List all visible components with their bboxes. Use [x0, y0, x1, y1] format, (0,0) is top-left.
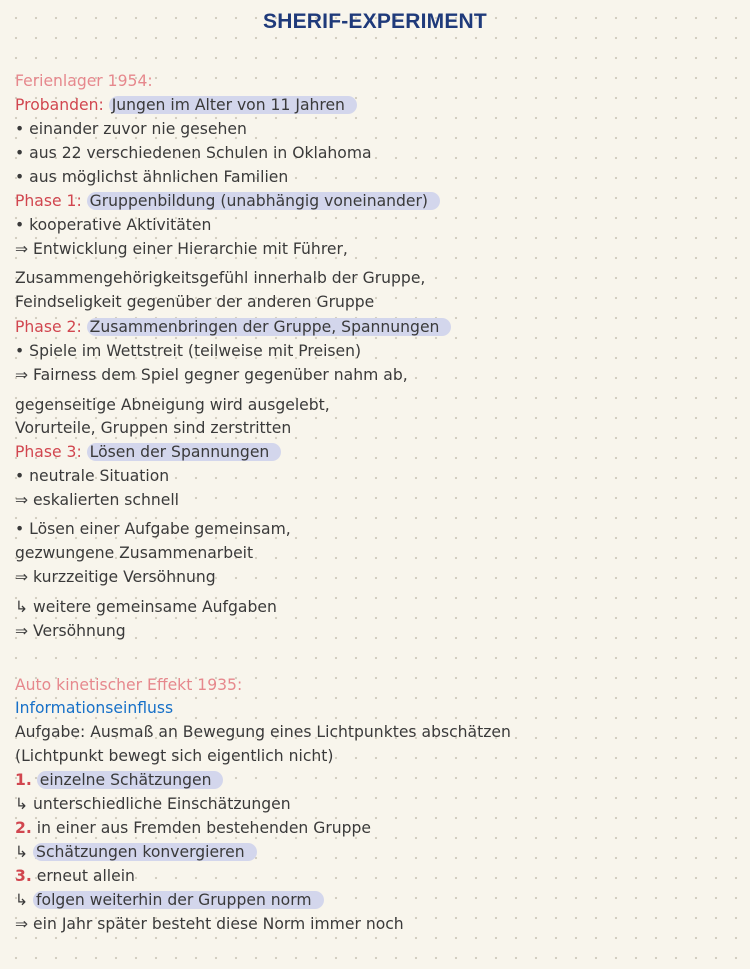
- bullet-item: • aus möglichst ähnlichen Familien: [15, 168, 289, 186]
- sub-arrow-icon: ↳: [15, 795, 29, 813]
- bullet-item: • neutrale Situation: [15, 467, 170, 485]
- probanden-label: Probanden:: [15, 96, 104, 114]
- sub-arrow-icon: ↳: [15, 843, 29, 861]
- bullet-icon: •: [15, 216, 25, 234]
- phase2-text: Zusammenbringen der Gruppe, Spannungen: [87, 318, 452, 336]
- section-heading-ferienlager: Ferienlager 1954:: [15, 72, 153, 90]
- bullet-item: • Spiele im Wettstreit (teilweise mit Preisen): [15, 342, 362, 360]
- step-text: einzelne Schätzungen: [37, 771, 224, 789]
- phase3-line: [15, 442, 281, 462]
- result-line: ⇒ kurzzeitige Versöhnung: [15, 568, 216, 586]
- phase2-line: [15, 317, 451, 337]
- subheading-informationseinfluss: Informationseinfluss: [15, 699, 174, 717]
- step-sub: ↳ unterschiedliche Einschätzungen: [15, 795, 291, 813]
- sub-arrow-icon: ↳: [15, 891, 29, 909]
- text-line: Feindseligkeit gegenüber der anderen Gruppe: [15, 293, 375, 311]
- phase2-label: Phase 2:: [15, 318, 82, 336]
- probanden-line: [15, 95, 357, 115]
- conclusion-line: ⇒ ein Jahr später besteht diese Norm immer noch: [15, 915, 404, 933]
- arrow-icon: ⇒: [15, 568, 29, 586]
- bullet-icon: •: [15, 120, 25, 138]
- bullet-item: • aus 22 verschiedenen Schulen in Oklahoma: [15, 144, 372, 162]
- section-heading-autokinetisch: Auto kinetischer Effekt 1935:: [15, 676, 243, 694]
- step-number: 3.: [15, 867, 32, 885]
- result-line: ⇒ Entwicklung einer Hierarchie mit Führer,: [15, 240, 348, 258]
- arrow-icon: ⇒: [15, 915, 29, 933]
- step-sub: ↳ Schätzungen konvergieren: [15, 842, 257, 862]
- result-line: ⇒ Fairness dem Spiel gegner gegenüber nahm ab,: [15, 366, 408, 384]
- sub-arrow-icon: ↳: [15, 598, 29, 616]
- bullet-icon: •: [15, 342, 25, 360]
- text-line: Zusammengehörigkeitsgefühl innerhalb der Gruppe,: [15, 269, 426, 287]
- step-item: [15, 770, 223, 790]
- bullet-icon: •: [15, 467, 25, 485]
- phase1-line: [15, 191, 440, 211]
- arrow-icon: ⇒: [15, 366, 29, 384]
- arrow-icon: ⇒: [15, 240, 29, 258]
- page-title: SHERIF-EXPERIMENT: [263, 10, 487, 33]
- step-text: in einer aus Fremden bestehenden Gruppe: [36, 819, 372, 837]
- phase1-label: Phase 1:: [15, 192, 82, 210]
- bullet-item: • kooperative Aktivitäten: [15, 216, 212, 234]
- bullet-icon: •: [15, 144, 25, 162]
- step-sub: ↳ folgen weiterhin der Gruppen norm: [15, 890, 324, 910]
- arrow-icon: ⇒: [15, 622, 29, 640]
- arrow-icon: ⇒: [15, 491, 29, 509]
- probanden-text: Jungen im Alter von 11 Jahren: [109, 96, 357, 114]
- phase3-text: Lösen der Spannungen: [87, 443, 282, 461]
- bullet-icon: •: [15, 168, 25, 186]
- result-line: ⇒ Versöhnung: [15, 622, 126, 640]
- bullet-item: • einander zuvor nie gesehen: [15, 120, 247, 138]
- step-item: [15, 866, 135, 886]
- phase1-text: Gruppenbildung (unabhängig voneinander): [87, 192, 440, 210]
- sub-line: ↳ weitere gemeinsame Aufgaben: [15, 598, 277, 616]
- bullet-icon: •: [15, 520, 25, 538]
- step-text: erneut allein: [36, 867, 135, 885]
- step-number: 2.: [15, 819, 32, 837]
- phase3-label: Phase 3:: [15, 443, 82, 461]
- bullet-item: • Lösen einer Aufgabe gemeinsam,: [15, 520, 291, 538]
- text-line: gegenseitige Abneigung wird ausgelebt,: [15, 396, 330, 414]
- task-line: Aufgabe: Ausmaß an Bewegung eines Lichtpunktes abschätzen: [15, 723, 511, 741]
- task-note-line: (Lichtpunkt bewegt sich eigentlich nicht): [15, 747, 334, 765]
- text-line: gezwungene Zusammenarbeit: [15, 544, 254, 562]
- text-line: Vorurteile, Gruppen sind zerstritten: [15, 419, 292, 437]
- step-item: [15, 818, 371, 838]
- result-line: ⇒ eskalierten schnell: [15, 491, 180, 509]
- step-number: 1.: [15, 771, 32, 789]
